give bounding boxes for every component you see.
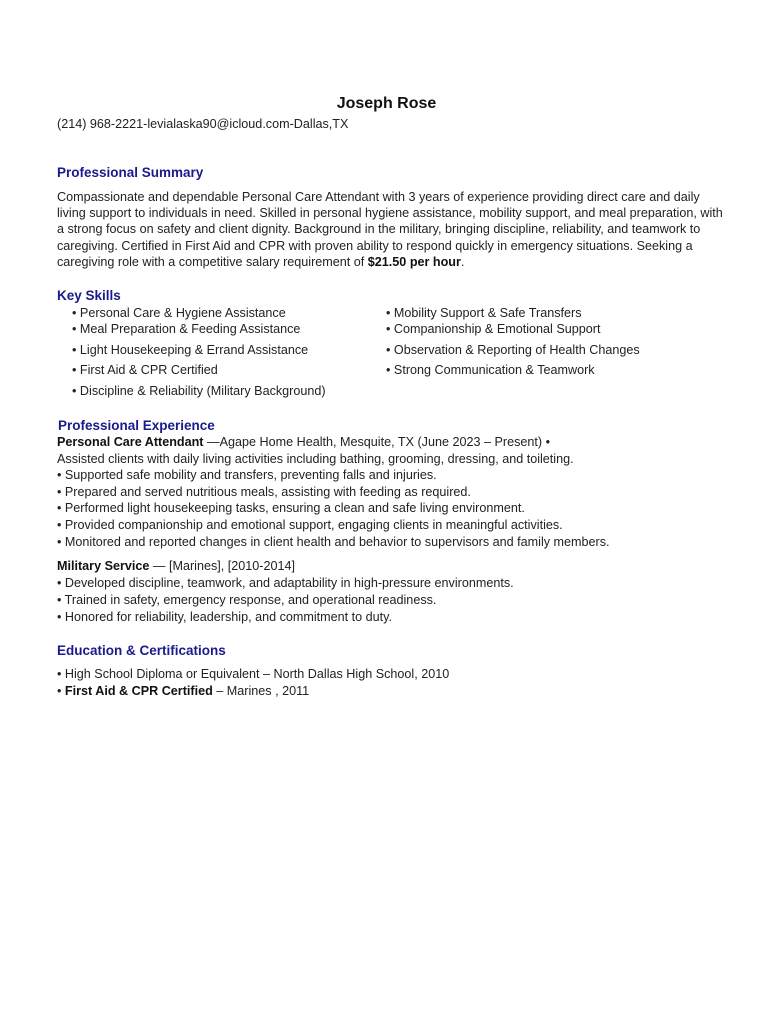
- job-title: Personal Care Attendant: [57, 435, 204, 449]
- skill-label: Observation & Reporting of Health Changes: [393, 343, 640, 357]
- skill-item: [386, 363, 595, 378]
- skill-label: Companionship & Emotional Support: [393, 322, 601, 336]
- salary-value: $21.50 per hour: [367, 254, 461, 269]
- summary-end: .: [460, 254, 465, 269]
- bullet-glyph: •: [386, 306, 391, 320]
- experience-heading: Professional Experience: [58, 418, 215, 433]
- job-bullet: • Provided companionship and emotional support, engaging clients in meaningful activities.: [57, 518, 563, 532]
- skills-heading: Key Skills: [57, 288, 121, 303]
- contact-line: (214) 968-2221-levialaska90@icloud.com-Dallas,TX: [57, 117, 349, 131]
- job-bullet: • Developed discipline, teamwork, and adaptability in high-pressure environments.: [57, 576, 514, 590]
- education-heading: Education & Certifications: [57, 643, 226, 658]
- job-details: —Agape Home Health, Mesquite, TX (June 2023 – Present) •: [203, 435, 550, 449]
- job-title-line: [57, 559, 295, 574]
- skill-label: Personal Care & Hygiene Assistance: [79, 306, 286, 320]
- bullet-glyph: •: [72, 363, 77, 377]
- summary-body: Compassionate and dependable Personal Care Attendant with 3 years of experience providing direct care and daily living support to individuals in need. Skilled in personal hygiene assistance, mobility support, and meal preparation, with a strong focus on safety and client dignity. Background in the military, bringing discipline, reliability, and teamwork to caregiving. Certified in First Aid and CPR with proven ability to respond quickly in emergency situations. Seeking a caregiving role with a competitive salary requirement of: [57, 190, 723, 269]
- skill-item: [72, 384, 326, 399]
- certification-details: – Marines , 2011: [212, 684, 310, 698]
- job-title-line: [57, 435, 550, 450]
- skill-item: [72, 363, 218, 378]
- skill-item: [386, 306, 582, 321]
- resume-name: Joseph Rose: [336, 95, 437, 112]
- job-bullet: • Monitored and reported changes in client health and behavior to supervisors and family members.: [57, 535, 610, 549]
- skill-label: First Aid & CPR Certified: [79, 363, 218, 377]
- skill-label: Discipline & Reliability (Military Background): [79, 384, 326, 398]
- certification-title: First Aid & CPR Certified: [64, 684, 213, 698]
- skill-label: Strong Communication & Teamwork: [393, 363, 595, 377]
- job-bullet: • Prepared and served nutritious meals, assisting with feeding as required.: [57, 485, 471, 499]
- skill-label: Meal Preparation & Feeding Assistance: [79, 322, 301, 336]
- skill-item: [386, 322, 600, 337]
- bullet-glyph: •: [386, 363, 391, 377]
- job-bullet: • Performed light housekeeping tasks, ensuring a clean and safe living environment.: [57, 501, 525, 515]
- skill-item: [72, 322, 300, 337]
- skill-label: Mobility Support & Safe Transfers: [393, 306, 582, 320]
- job-bullet: • Supported safe mobility and transfers, preventing falls and injuries.: [57, 468, 437, 482]
- job-details: — [Marines], [2010-2014]: [149, 559, 296, 573]
- skill-item: [72, 306, 286, 321]
- bullet-glyph: •: [72, 322, 77, 336]
- education-item: • High School Diploma or Equivalent – North Dallas High School, 2010: [57, 667, 450, 681]
- bullet-glyph: •: [72, 306, 77, 320]
- bullet-glyph: •: [57, 684, 65, 698]
- bullet-glyph: •: [386, 343, 391, 357]
- bullet-glyph: •: [72, 343, 77, 357]
- job-bullet: • Trained in safety, emergency response, and operational readiness.: [57, 593, 437, 607]
- certification-item: [57, 684, 309, 699]
- skill-label: Light Housekeeping & Errand Assistance: [79, 343, 309, 357]
- job-bullet: • Honored for reliability, leadership, and commitment to duty.: [57, 610, 393, 624]
- job-intro: Assisted clients with daily living activities including bathing, grooming, dressing, and toileting.: [57, 452, 574, 466]
- bullet-glyph: •: [386, 322, 391, 336]
- skill-item: [386, 343, 640, 358]
- bullet-glyph: •: [72, 384, 77, 398]
- summary-text: [57, 189, 727, 270]
- skill-item: [72, 343, 308, 358]
- summary-heading: Professional Summary: [57, 165, 204, 180]
- job-title: Military Service: [57, 559, 150, 573]
